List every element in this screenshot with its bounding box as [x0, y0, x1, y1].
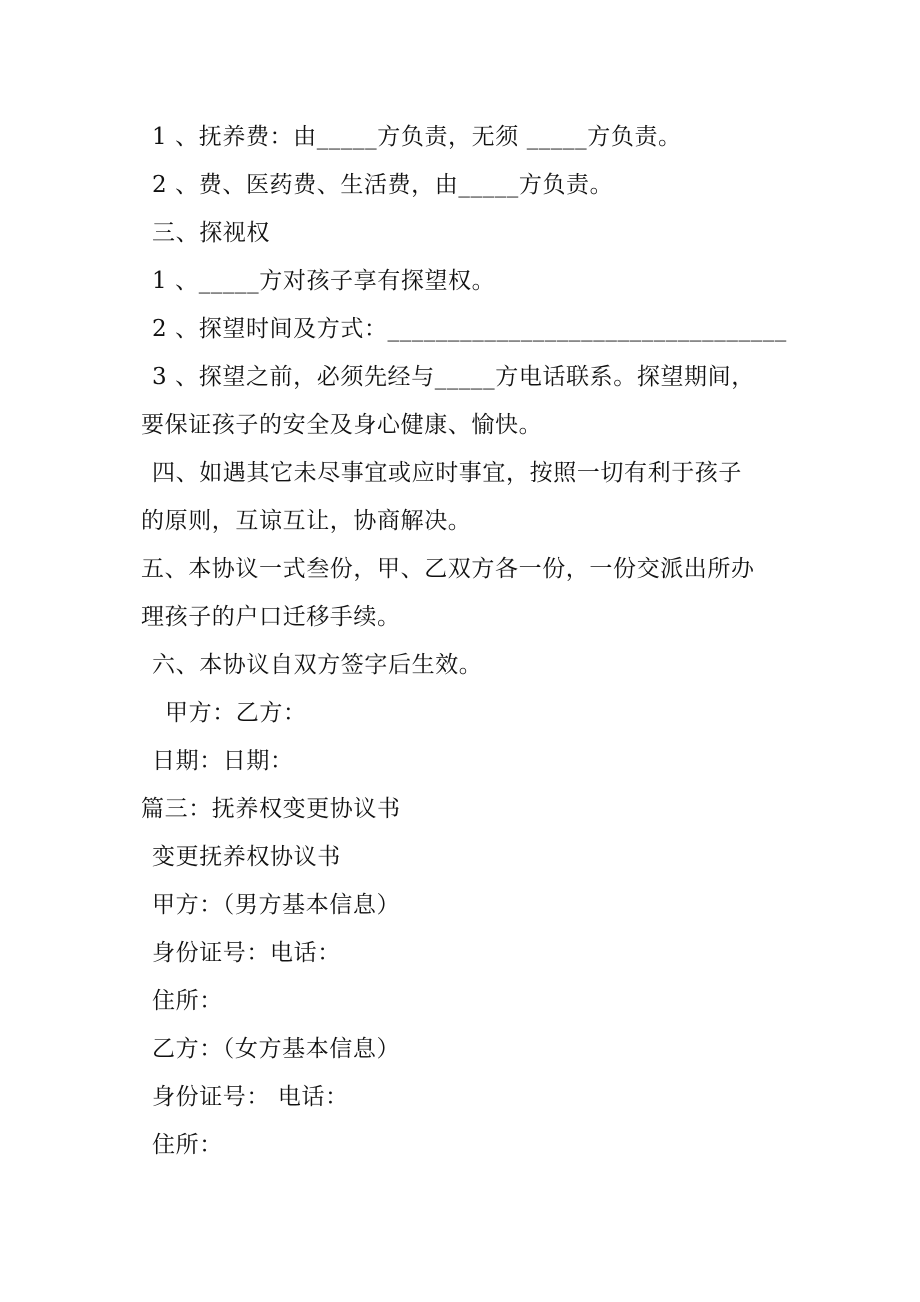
agreement-title: 变更抚养权协议书 — [152, 844, 341, 870]
signature-parties-line: 甲方：乙方： — [165, 700, 307, 726]
clause-line-1-support-fee: 1 、抚养费：由_____方负责，无须 _____方负责。 — [152, 124, 682, 150]
signature-dates-line: 日期：日期： — [152, 748, 294, 774]
section-four-line-1: 四、如遇其它未尽事宜或应时事宜，按照一切有利于孩子 — [152, 460, 742, 486]
clause-line-visitation-right: 1 、_____方对孩子享有探望权。 — [152, 268, 496, 294]
clause-line-2-medical-fee: 2 、费、医药费、生活费，由_____方负责。 — [152, 172, 614, 198]
clause-line-visitation-time: 2 、探望时间及方式：_________________________________ — [152, 316, 787, 342]
party-a-address-line: 住所： — [152, 988, 223, 1014]
section-four-line-2: 的原则，互谅互让，协商解决。 — [141, 508, 472, 534]
party-b-line: 乙方：（女方基本信息） — [152, 1036, 401, 1062]
clause-line-visitation-contact: 3 、探望之前，必须先经与_____方电话联系。探望期间， — [152, 364, 755, 390]
section-five-line-2: 理孩子的户口迁移手续。 — [141, 604, 401, 630]
party-b-id-phone-line: 身份证号： 电话： — [152, 1084, 349, 1110]
party-b-address-line: 住所： — [152, 1132, 223, 1158]
section-heading-visitation: 三、探视权 — [152, 220, 270, 246]
section-five-line-1: 五、本协议一式叁份，甲、乙双方各一份，一份交派出所办 — [141, 556, 755, 582]
chapter-three-title: 篇三：抚养权变更协议书 — [141, 796, 401, 822]
section-six-line: 六、本协议自双方签字后生效。 — [152, 652, 483, 678]
clause-line-visitation-contact-cont: 要保证孩子的安全及身心健康、愉快。 — [141, 412, 543, 438]
party-a-line: 甲方：（男方基本信息） — [152, 892, 401, 918]
party-a-id-phone-line: 身份证号：电话： — [152, 940, 341, 966]
